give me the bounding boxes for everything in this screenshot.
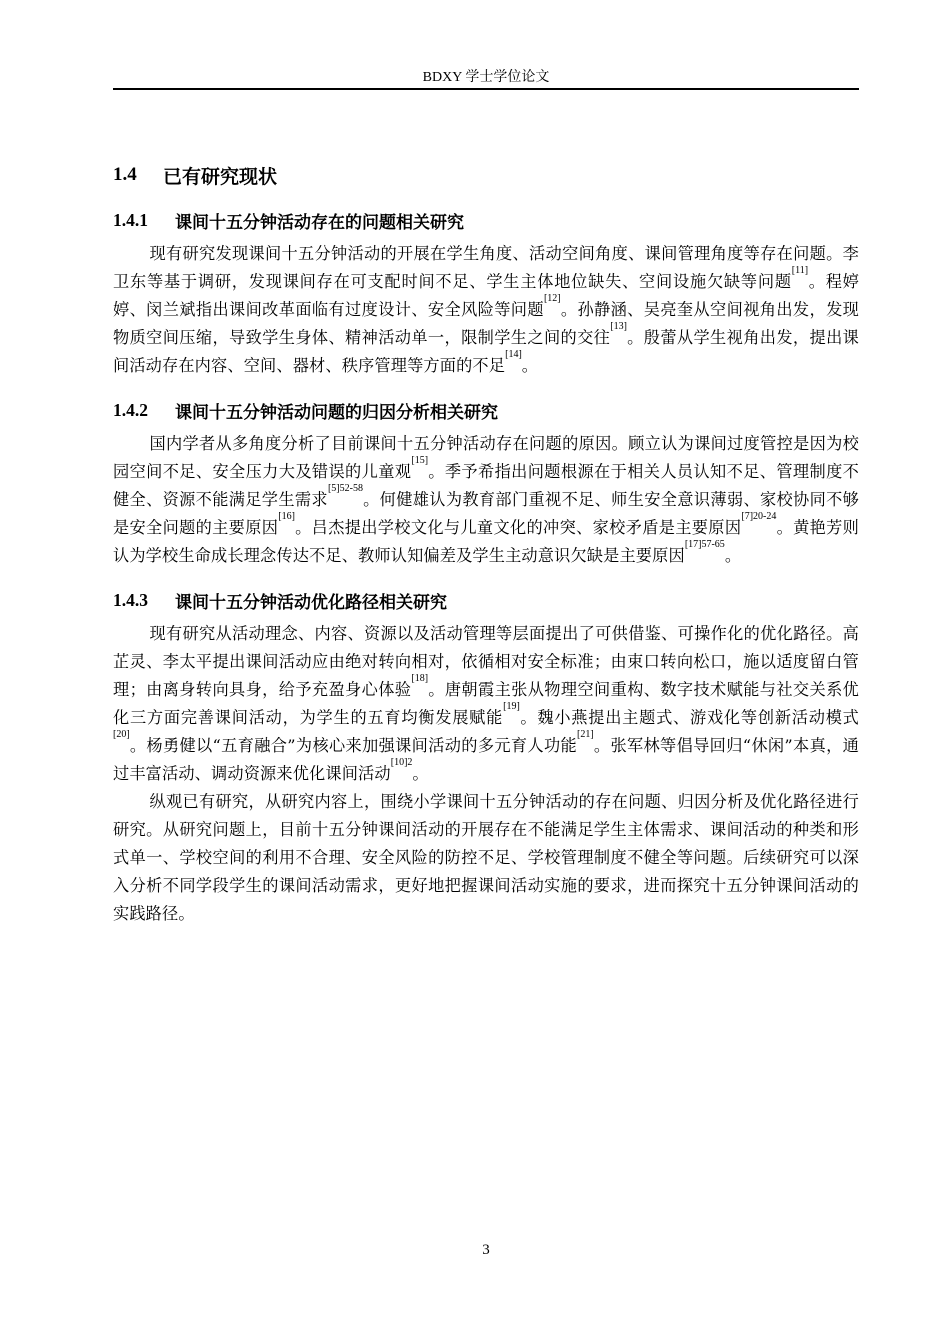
text-run: 。吕杰提出学校文化与儿童文化的冲突、家校矛盾是主要原因 [294,518,742,537]
body-paragraph [113,240,859,380]
text-run: 。何健雄认为教育部门重视不足、师生安全意识薄弱、家校协同不够是安全问题的主要原因 [113,490,859,537]
running-header: BDXY 学士学位论文 [422,70,550,85]
page-number: 3 [482,1242,490,1258]
text-run: 。程婷婷、闵兰斌指出课间改革面临有过度设计、安全风险等问题 [113,272,860,319]
text-run: 。孙静涵、吴亮奎从空间视角出发，发现物质空间压缩，导致学生身体、精神活动单一，限制学生之间的交往 [113,300,859,347]
text-run: 。 [724,546,742,565]
subsection-number: 1.4.3 [113,589,148,610]
page-body [113,150,859,928]
citation-ref: [13] [610,321,627,332]
header-rule [113,88,859,90]
citation-ref: [17]57-65 [684,539,725,550]
text-run: 。杨勇健以“五育融合”为核心来加强课间活动的多元育人功能 [129,736,578,755]
text-run: 纵观已有研究，从研究内容上，围绕小学课间十五分钟活动的存在问题、归因分析及优化路径进行研究。从研究问题上，目前十五分钟课间活动的开展存在不能满足学生主体需求、课间活动的种类和形式单一、学校空间的利用不合理、安全风险的防控不足、学校管理制度不健全等问题。后续研究可以深入分析不同学段学生的课间活动需求，更好地把握课间活动实施的要求，进而探究十五分钟课间活动的实践路径。 [113,792,859,923]
subsection-heading [113,586,859,614]
citation-ref: [7]20-24 [741,511,777,522]
text-run: 。魏小燕提出主题式、游戏化等创新活动模式 [519,708,860,727]
citation-ref: [14] [505,349,522,360]
citation-ref: [20] [113,729,130,740]
subsection-number: 1.4.1 [113,209,148,230]
subsection-title: 课间十五分钟活动存在的问题相关研究 [175,212,464,233]
subsection-title: 课间十五分钟活动优化路径相关研究 [175,592,447,613]
section-heading [113,150,859,190]
citation-ref: [10]2 [390,757,413,768]
body-paragraph [113,788,859,928]
text-run: 现有研究从活动理念、内容、资源以及活动管理等层面提出了可供借鉴、可操作化的优化路径。高芷灵、李太平提出课间活动应由绝对转向相对，依循相对安全标准；由束口转向松口，施以适度留白管理；由离身转向具身，给予充盈身心体验 [113,624,859,699]
citation-ref: [11] [791,265,809,276]
text-run: 。季予希指出问题根源在于相关人员认知不足、管理制度不健全、资源不能满足学生需求 [113,462,859,509]
subsection-heading [113,206,859,234]
citation-ref: [15] [411,455,429,466]
subsection-heading [113,396,859,424]
text-run: 。殷蕾从学生视角出发，提出课间活动存在内容、空间、器材、秩序管理等方面的不足 [113,328,859,375]
subsection-title: 课间十五分钟活动问题的归因分析相关研究 [175,402,498,423]
body-paragraph [113,620,859,788]
text-run: 。 [412,764,429,783]
citation-ref: [5]52-58 [327,483,363,494]
citation-ref: [12] [543,293,561,304]
section-title: 已有研究现状 [163,165,278,188]
subsection-number: 1.4.2 [113,399,148,420]
text-run: 。唐朝霞主张从物理空间重构、数字技术赋能与社交关系优化三方面完善课间活动，为学生的五育均衡发展赋能 [113,680,859,727]
citation-ref: [19] [503,701,520,712]
section-number: 1.4 [113,164,137,185]
subsection-list [113,206,859,928]
text-run: 现有研究发现课间十五分钟活动的开展在学生角度、活动空间角度、课间管理角度等存在问题。李卫东等基于调研，发现课间存在可支配时间不足、学生主体地位缺失、空间设施欠缺等问题 [113,244,859,291]
text-run: 。 [521,356,539,375]
citation-ref: [18] [411,673,429,684]
text-run: 。黄艳芳则认为学校生命成长理念传达不足、教师认知偏差及学生主动意识欠缺是主要原因 [113,518,860,565]
text-run: 。张军林等倡导回归“休闲”本真，通过丰富活动、调动资源来优化课间活动 [113,736,859,783]
body-paragraph [113,430,859,570]
citation-ref: [21] [577,729,594,740]
citation-ref: [16] [278,511,295,522]
text-run: 国内学者从多角度分析了目前课间十五分钟活动存在问题的原因。顾立认为课间过度管控是因为校园空间不足、安全压力大及错误的儿童观 [113,434,859,481]
